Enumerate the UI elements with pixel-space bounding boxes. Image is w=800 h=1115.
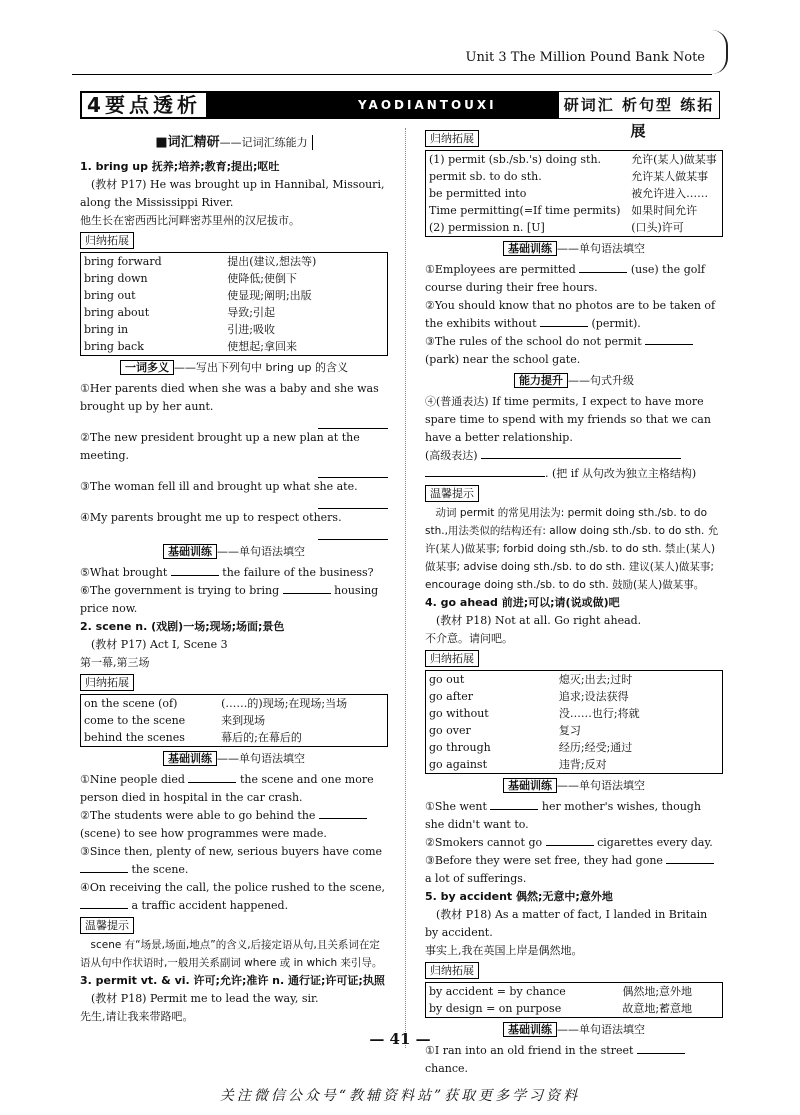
table-cell: (1) permit (sb./sb.'s) doing sth. <box>429 153 602 166</box>
table-cell: 引进;吸收 <box>227 323 275 336</box>
item1-example-zh: 他生长在密西西比河畔密苏里州的汉尼拔市。 <box>80 214 300 227</box>
jichu-label: 基础训练 <box>503 241 557 256</box>
item2-fill-4: ④On receiving the call, the police rushed to the scene, a traffic accident happened. <box>80 881 385 912</box>
answer-blank[interactable] <box>546 834 594 846</box>
footer-watermark: 关注微信公众号“教辅资料站”获取更多学习资料 <box>219 1088 581 1104</box>
item4-guina-tag: 归纳拓展 <box>425 650 479 667</box>
table-row <box>426 705 723 722</box>
item3-fill-2: ②You should know that no photos are to be taken of the exhibits without (permit). <box>425 299 716 330</box>
table-cell: bring in <box>84 323 129 336</box>
table-cell: go over <box>429 724 471 737</box>
answer-blank[interactable] <box>319 807 367 819</box>
item4-fill-2: ②Smokers cannot go cigarettes every day. <box>425 836 713 849</box>
running-header: Unit 3 The Million Pound Bank Note <box>465 50 705 65</box>
yici-1: ①Her parents died when she was a baby and she was brought up by her aunt. <box>80 382 379 413</box>
answer-blank[interactable] <box>318 465 388 478</box>
wenxin-tag: 温馨提示 <box>425 485 479 502</box>
page-number: — 41 — <box>369 1030 431 1048</box>
item4-fill-1: ①She went her mother's wishes, though she didn't want to. <box>425 800 701 831</box>
item3-table <box>425 150 723 237</box>
section-title-text: 词汇精研 <box>167 135 220 150</box>
item3-upgrade-2: (高级表达) <box>425 447 723 465</box>
item2-guina-tag: 归纳拓展 <box>80 674 134 691</box>
jichu-heading-4 <box>425 777 723 795</box>
item1-head: 1. bring up 抚养;培养;教育;提出;呕吐 <box>80 160 280 173</box>
table-cell: 复习 <box>558 724 581 737</box>
wenxin-tag: 温馨提示 <box>80 917 134 934</box>
item5-head: 5. by accident 偶然;无意中;意外地 <box>425 890 613 903</box>
item1-table <box>80 252 388 356</box>
item2-fill-1: ①Nine people died the scene and one more person died in hospital in the car crash. <box>80 773 374 804</box>
jichu-heading-2 <box>80 750 388 768</box>
item3-guina-tag: 归纳拓展 <box>425 130 479 147</box>
item5-example-zh: 事实上,我在英国上岸是偶然地。 <box>425 944 583 957</box>
table-cell: go through <box>429 741 491 754</box>
item2-example-en: (教材 P17) Act Ⅰ, Scene 3 <box>91 638 228 651</box>
table-row <box>81 729 388 747</box>
item3-upgrade-3: . (把 if 从句改为独立主格结构) <box>425 465 723 483</box>
table-cell: 追求;设法获得 <box>558 690 629 703</box>
table-row <box>426 168 723 185</box>
table-cell: 幕后的;在幕后的 <box>221 731 302 744</box>
jichu-label: 基础训练 <box>163 544 217 559</box>
table-cell: by design = on purpose <box>429 1002 562 1015</box>
answer-blank[interactable] <box>283 582 331 594</box>
jichu-label: 基础训练 <box>163 751 217 766</box>
answer-blank[interactable] <box>318 527 388 540</box>
table-cell: go without <box>429 707 489 720</box>
jichu-label: 基础训练 <box>503 1022 557 1037</box>
table-row <box>426 739 723 756</box>
table-cell: come to the scene <box>84 714 186 727</box>
table-cell: 提出(建议,想法等) <box>227 255 317 268</box>
yici-suffix: ——写出下列句中 bring up 的含义 <box>174 361 348 374</box>
answer-blank[interactable] <box>579 261 627 273</box>
table-cell: 故意地;蓄意地 <box>622 1002 693 1015</box>
table-row <box>426 722 723 739</box>
table-cell: be permitted into <box>429 187 527 200</box>
table-cell: 使显现;阐明;出版 <box>227 289 312 302</box>
answer-blank[interactable] <box>318 496 388 509</box>
item1-fill-b: ⑥The government is trying to bring housing price now. <box>80 584 379 615</box>
table-row <box>426 688 723 705</box>
table-row <box>426 1000 723 1018</box>
table-cell: go against <box>429 758 487 771</box>
item4-example-zh: 不介意。请问吧。 <box>425 632 513 645</box>
item2-fill-2: ②The students were able to go behind the (scene) to see how programmes were made. <box>80 807 388 843</box>
header-rule <box>72 74 712 75</box>
table-row <box>81 270 388 287</box>
item2-fill-3: ③Since then, plenty of new, serious buyers have come the scene. <box>80 845 383 876</box>
table-row <box>81 287 388 304</box>
table-row <box>426 219 723 237</box>
item3-head: 3. permit vt. & vi. 许可;允许;准许 n. 通行证;许可证;执照 <box>80 974 385 987</box>
table-row <box>426 671 723 689</box>
item3-fill-3: ③The rules of the school do not permit (park) near the school gate. <box>425 333 723 369</box>
yici-4: ④My parents brought me up to respect others. <box>80 511 342 524</box>
table-row <box>426 151 723 169</box>
header-decoration <box>712 30 728 74</box>
table-cell: (……的)现场;在现场;当场 <box>221 697 348 710</box>
item4-example-en: (教材 P18) Not at all. Go right ahead. <box>436 614 642 627</box>
banner-left: 4要点透析 <box>80 91 208 119</box>
answer-blank[interactable] <box>188 771 236 783</box>
item4-head: 4. go ahead 前进;可以;请(说或做)吧 <box>425 596 620 609</box>
item1-fill-a: ⑤What brought the failure of the business? <box>80 566 374 579</box>
jichu-suffix: ——单句语法填空 <box>217 752 305 765</box>
table-cell: 没……也行;将就 <box>558 707 640 720</box>
item1-guina-tag: 归纳拓展 <box>80 232 134 249</box>
yici-heading <box>80 359 388 377</box>
item2-head: 2. scene n. (戏剧)一场;现场;场面;景色 <box>80 620 285 633</box>
table-cell: bring forward <box>84 255 162 268</box>
section-title: ■词汇精研——记词汇练能力 <box>80 134 388 152</box>
table-cell: on the scene (of) <box>84 697 178 710</box>
item1-example-en: (教材 P17) He was brought up in Hannibal, Missouri, along the Mississippi River. <box>80 178 385 209</box>
table-cell: bring out <box>84 289 136 302</box>
table-cell: (口头)许可 <box>631 221 684 234</box>
jichu-heading-1 <box>80 543 388 561</box>
nengli-label: 能力提升 <box>514 373 568 388</box>
table-row <box>426 983 723 1001</box>
table-cell: behind the scenes <box>84 731 185 744</box>
table-row <box>426 185 723 202</box>
section-subtitle: ——记词汇练能力 <box>219 136 308 149</box>
table-cell: 熄灭;出去;过时 <box>558 673 633 686</box>
table-cell: go after <box>429 690 473 703</box>
jichu-heading-3 <box>425 240 723 258</box>
answer-blank[interactable] <box>645 333 693 345</box>
item5-example-en: (教材 P18) As a matter of fact, I landed in Britain by accident. <box>425 908 708 939</box>
nengli-heading <box>425 372 723 390</box>
item5-table <box>425 982 723 1018</box>
item5-fill-1: ①I ran into an old friend in the street chance. <box>425 1042 723 1078</box>
table-row <box>81 712 388 729</box>
item3-example-zh: 先生,请让我来带路吧。 <box>80 1010 194 1023</box>
item5-guina-tag: 归纳拓展 <box>425 962 479 979</box>
jichu-suffix: ——单句语法填空 <box>557 779 645 792</box>
jichu-suffix: ——单句语法填空 <box>557 242 645 255</box>
table-row <box>81 695 388 713</box>
table-cell: 允许某人做某事 <box>631 170 709 183</box>
table-row <box>81 253 388 271</box>
yici-label: 一词多义 <box>120 360 174 375</box>
answer-blank[interactable] <box>318 416 388 429</box>
table-cell: 违背;反对 <box>558 758 607 771</box>
table-cell: 如果时间允许 <box>631 204 698 217</box>
table-cell: 被允许进入…… <box>631 187 709 200</box>
table-row <box>81 304 388 321</box>
answer-blank[interactable] <box>481 447 681 459</box>
item2-example-zh: 第一幕,第三场 <box>80 656 150 669</box>
column-divider <box>405 128 406 1048</box>
jichu-suffix: ——单句语法填空 <box>557 1023 645 1036</box>
table-cell: 导致;引起 <box>227 306 275 319</box>
table-cell: permit sb. to do sth. <box>429 170 542 183</box>
table-cell: by accident = by chance <box>429 985 566 998</box>
answer-blank[interactable] <box>490 798 538 810</box>
item3-example-en: (教材 P18) Permit me to lead the way, sir. <box>91 992 319 1005</box>
table-row <box>81 321 388 338</box>
item2-note: scene 有“场景,场面,地点”的含义,后接定语从句,且关系词在定语从句中作状语时,一般用关系副词 where 或 in which 来引导。 <box>80 939 383 969</box>
item3-upgrade-1: ④(普通表达) If time permits, I expect to have more spare time to spend with my friends so that we can have a better relationship. <box>425 395 711 444</box>
answer-blank[interactable] <box>171 564 219 576</box>
table-cell: (2) permission n. [U] <box>429 221 545 234</box>
answer-blank[interactable] <box>666 852 714 864</box>
banner-mid: YAODIANTOUXI <box>208 91 558 119</box>
left-column <box>80 128 388 1026</box>
yici-2: ②The new president brought up a new plan at the meeting. <box>80 431 360 462</box>
table-cell: 来到现场 <box>221 714 266 727</box>
nengli-suffix: ——句式升级 <box>568 374 634 387</box>
yici-3: ③The woman fell ill and brought up what she ate. <box>80 480 358 493</box>
table-cell: bring about <box>84 306 150 319</box>
table-cell: bring back <box>84 340 144 353</box>
jichu-label: 基础训练 <box>503 778 557 793</box>
table-row <box>426 756 723 774</box>
table-cell: 使降低;使倒下 <box>227 272 297 285</box>
item2-table <box>80 694 388 747</box>
banner-right: 研词汇 析句型 练拓展 <box>558 91 720 119</box>
jichu-suffix: ——单句语法填空 <box>217 545 305 558</box>
table-cell: 经历;经受;通过 <box>558 741 633 754</box>
table-cell: go out <box>429 673 465 686</box>
answer-blank[interactable] <box>80 861 128 873</box>
right-column <box>425 128 723 1078</box>
answer-blank[interactable] <box>80 897 128 909</box>
table-row <box>81 338 388 356</box>
table-cell: 使想起;拿回来 <box>227 340 297 353</box>
item3-note: 动词 permit 的常见用法为: permit doing sth./sb. to do sth.,用法类似的结构还有: allow doing sth./sb. to do sth. 允许(某人)做某事; forbid doing sth./sb. to do sth. 禁止(某人)做某事; advise doing sth./sb. to do sth. 建议(某人)做某事; encourage doing sth./sb. to do sth. 鼓励(某人)做某事。 <box>425 507 719 591</box>
table-cell: 允许(某人)做某事 <box>631 153 717 166</box>
table-row <box>426 202 723 219</box>
table-cell: bring down <box>84 272 148 285</box>
table-cell: 偶然地;意外地 <box>622 985 693 998</box>
answer-blank[interactable] <box>540 315 588 327</box>
item4-table <box>425 670 723 774</box>
item3-fill-1: ①Employees are permitted (use) the golf course during their free hours. <box>425 263 705 294</box>
table-cell: Time permitting(=If time permits) <box>429 204 621 217</box>
answer-blank[interactable] <box>425 465 545 477</box>
item4-fill-3: ③Before they were set free, they had gone a lot of sufferings. <box>425 852 723 888</box>
